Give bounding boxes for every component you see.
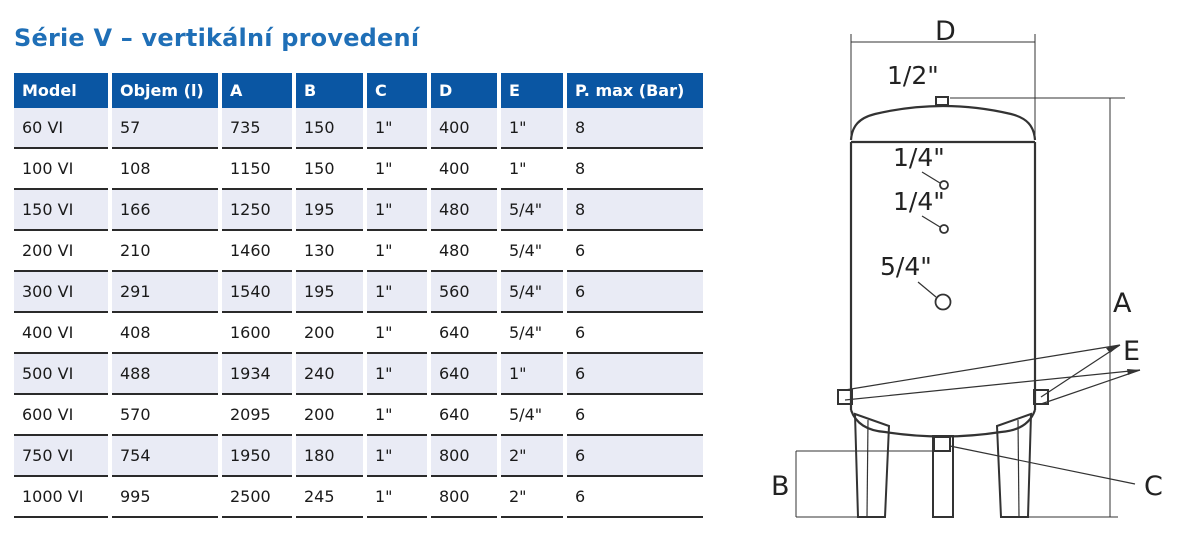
cell-e: 5/4": [501, 190, 563, 231]
cell-volume: 166: [112, 190, 218, 231]
cell-volume: 995: [112, 477, 218, 518]
cell-b: 150: [296, 149, 363, 190]
cell-c: 1": [367, 313, 427, 354]
cell-volume: 754: [112, 436, 218, 477]
cell-pmax: 6: [567, 395, 703, 436]
cell-model: 400 VI: [14, 313, 108, 354]
cell-pmax: 8: [567, 190, 703, 231]
cell-d: 800: [431, 436, 497, 477]
cell-e: 5/4": [501, 231, 563, 272]
cell-model: 150 VI: [14, 190, 108, 231]
cell-b: 130: [296, 231, 363, 272]
label-port-2: 1/4": [893, 187, 945, 216]
tank-dome: [851, 106, 1035, 140]
label-d: D: [935, 16, 956, 47]
cell-a: 1460: [222, 231, 292, 272]
cell-d: 640: [431, 354, 497, 395]
cell-a: 2095: [222, 395, 292, 436]
cell-d: 640: [431, 313, 497, 354]
page-title: Série V – vertikální provedení: [14, 24, 420, 52]
cell-b: 180: [296, 436, 363, 477]
cell-c: 1": [367, 477, 427, 518]
port-five-quarter: [936, 295, 951, 310]
top-nozzle: [936, 97, 948, 105]
leader-e-1: [845, 345, 1120, 390]
cell-b: 200: [296, 395, 363, 436]
label-top-port: 1/2": [887, 61, 939, 90]
cell-model: 1000 VI: [14, 477, 108, 518]
cell-e: 1": [501, 149, 563, 190]
cell-a: 1950: [222, 436, 292, 477]
label-c: C: [1144, 471, 1163, 502]
cell-pmax: 6: [567, 231, 703, 272]
cell-e: 5/4": [501, 272, 563, 313]
label-port-3: 5/4": [880, 252, 932, 281]
cell-e: 2": [501, 477, 563, 518]
cell-d: 400: [431, 108, 497, 149]
label-a: A: [1113, 288, 1132, 319]
cell-volume: 408: [112, 313, 218, 354]
cell-model: 750 VI: [14, 436, 108, 477]
cell-e: 2": [501, 436, 563, 477]
bottom-nozzle: [934, 437, 950, 451]
cell-pmax: 6: [567, 313, 703, 354]
cell-c: 1": [367, 231, 427, 272]
cell-a: 1540: [222, 272, 292, 313]
cell-volume: 108: [112, 149, 218, 190]
cell-b: 195: [296, 190, 363, 231]
cell-model: 200 VI: [14, 231, 108, 272]
cell-volume: 488: [112, 354, 218, 395]
header-model: Model: [14, 73, 108, 108]
cell-c: 1": [367, 436, 427, 477]
cell-e: 1": [501, 108, 563, 149]
leader-e-3: [1041, 345, 1120, 397]
cell-model: 300 VI: [14, 272, 108, 313]
label-port-1: 1/4": [893, 143, 945, 172]
cell-c: 1": [367, 149, 427, 190]
cell-c: 1": [367, 395, 427, 436]
cell-d: 640: [431, 395, 497, 436]
header-b: B: [296, 73, 363, 108]
cell-b: 150: [296, 108, 363, 149]
header-d: D: [431, 73, 497, 108]
cell-a: 1250: [222, 190, 292, 231]
cell-model: 60 VI: [14, 108, 108, 149]
cell-e: 1": [501, 354, 563, 395]
cell-model: 100 VI: [14, 149, 108, 190]
cell-e: 5/4": [501, 313, 563, 354]
cell-a: 1600: [222, 313, 292, 354]
cell-pmax: 6: [567, 477, 703, 518]
cell-d: 480: [431, 231, 497, 272]
port-quarter-lower: [940, 225, 948, 233]
cell-pmax: 6: [567, 436, 703, 477]
cell-volume: 570: [112, 395, 218, 436]
label-b: B: [771, 471, 790, 502]
cell-b: 245: [296, 477, 363, 518]
cell-c: 1": [367, 354, 427, 395]
cell-d: 480: [431, 190, 497, 231]
cell-d: 800: [431, 477, 497, 518]
cell-volume: 210: [112, 231, 218, 272]
cell-pmax: 8: [567, 108, 703, 149]
cell-pmax: 6: [567, 272, 703, 313]
cell-a: 1150: [222, 149, 292, 190]
cell-a: 1934: [222, 354, 292, 395]
cell-pmax: 6: [567, 354, 703, 395]
cell-model: 500 VI: [14, 354, 108, 395]
cell-b: 200: [296, 313, 363, 354]
header-volume: Objem (l): [112, 73, 218, 108]
cell-a: 735: [222, 108, 292, 149]
label-e: E: [1123, 336, 1141, 367]
cell-e: 5/4": [501, 395, 563, 436]
cell-c: 1": [367, 108, 427, 149]
cell-pmax: 8: [567, 149, 703, 190]
cell-volume: 57: [112, 108, 218, 149]
cell-model: 600 VI: [14, 395, 108, 436]
header-pmax: P. max (Bar): [567, 73, 703, 108]
leader-c: [950, 446, 1135, 484]
cell-volume: 291: [112, 272, 218, 313]
cell-c: 1": [367, 272, 427, 313]
header-c: C: [367, 73, 427, 108]
cell-c: 1": [367, 190, 427, 231]
cell-b: 240: [296, 354, 363, 395]
header-a: A: [222, 73, 292, 108]
cell-d: 400: [431, 149, 497, 190]
cell-b: 195: [296, 272, 363, 313]
header-e: E: [501, 73, 563, 108]
cell-a: 2500: [222, 477, 292, 518]
cell-d: 560: [431, 272, 497, 313]
